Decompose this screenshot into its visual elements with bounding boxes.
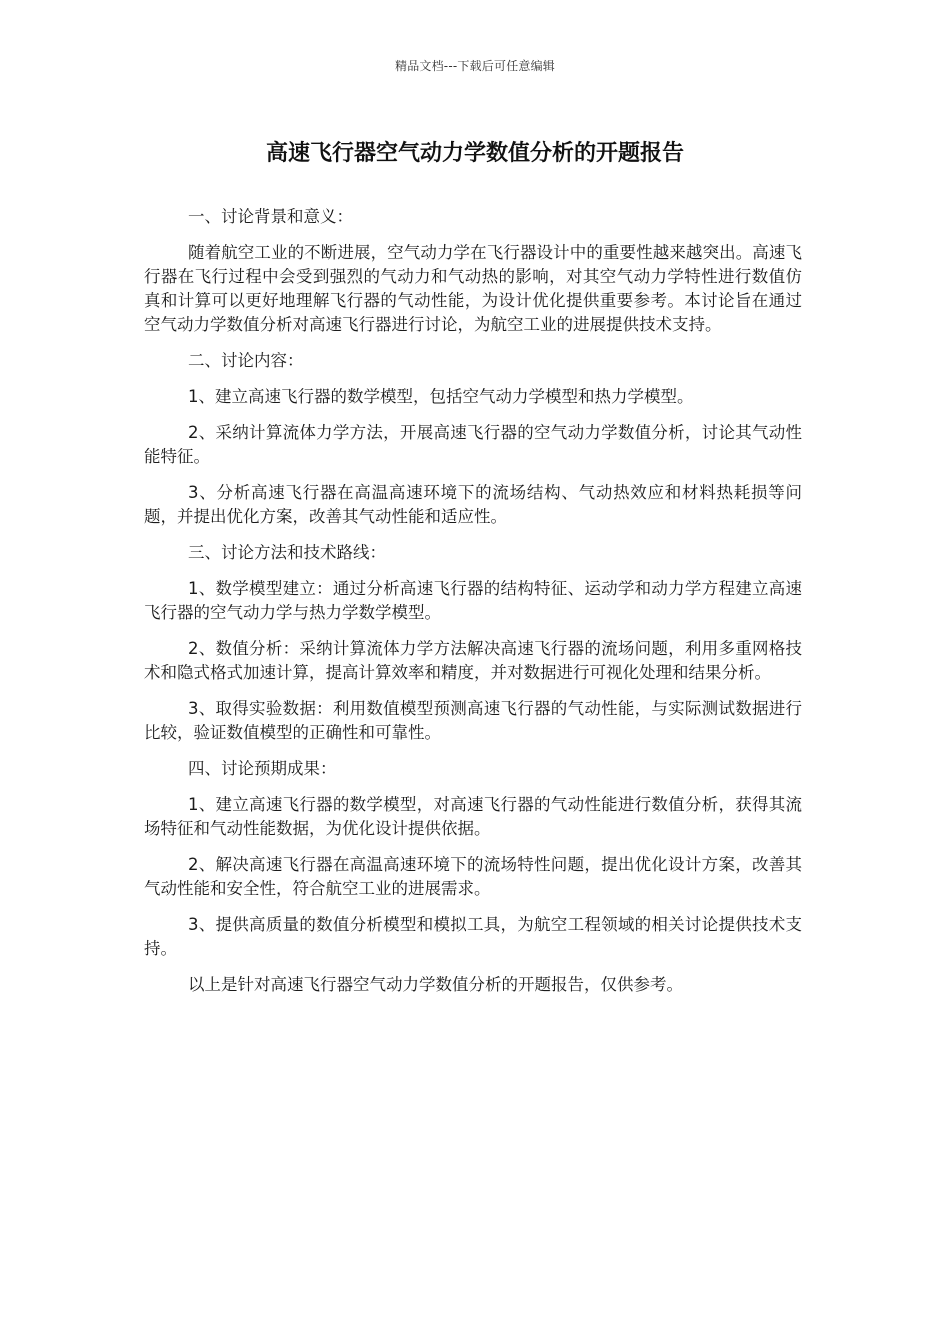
- section-heading-background: 一、讨论背景和意义：: [188, 207, 353, 226]
- document-body: [144, 205, 802, 1009]
- method-item-3: 3、取得实验数据：利用数值模型预测高速飞行器的气动性能，与实际测试数据进行比较，验证数值模型的正确性和可靠性。: [144, 699, 802, 742]
- section-heading-content: 二、讨论内容：: [188, 351, 304, 370]
- outcome-item-3: 3、提供高质量的数值分析模型和模拟工具，为航空工程领域的相关讨论提供技术支持。: [144, 915, 802, 958]
- document-title: 高速飞行器空气动力学数值分析的开题报告: [265, 141, 684, 166]
- closing-paragraph: 以上是针对高速飞行器空气动力学数值分析的开题报告，仅供参考。: [188, 975, 683, 994]
- outcome-item-2: 2、解决高速飞行器在高温高速环境下的流场特性问题，提出优化设计方案，改善其气动性能和安全性，符合航空工业的进展需求。: [144, 855, 802, 898]
- outcome-item-1: 1、建立高速飞行器的数学模型，对高速飞行器的气动性能进行数值分析，获得其流场特征和气动性能数据，为优化设计提供依据。: [144, 795, 802, 838]
- section-heading-methods: 三、讨论方法和技术路线：: [188, 543, 386, 562]
- content-item-2: 2、采纳计算流体力学方法，开展高速飞行器的空气动力学数值分析，讨论其气动性能特征。: [144, 423, 802, 466]
- method-item-1: 1、数学模型建立：通过分析高速飞行器的结构特征、运动学和动力学方程建立高速飞行器的空气动力学与热力学数学模型。: [144, 579, 802, 622]
- section-heading-outcomes: 四、讨论预期成果：: [188, 759, 337, 778]
- content-item-1: 1、建立高速飞行器的数学模型，包括空气动力学模型和热力学模型。: [188, 387, 694, 406]
- content-item-3: 3、分析高速飞行器在高温高速环境下的流场结构、气动热效应和材料热耗损等问题，并提出优化方案，改善其气动性能和适应性。: [144, 483, 802, 526]
- method-item-2: 2、数值分析：采纳计算流体力学方法解决高速飞行器的流场问题，利用多重网格技术和隐式格式加速计算，提高计算效率和精度，并对数据进行可视化处理和结果分析。: [144, 639, 802, 682]
- header-note: 精品文档---下载后可任意编辑: [395, 59, 555, 73]
- paragraph-background: 随着航空工业的不断进展，空气动力学在飞行器设计中的重要性越来越突出。高速飞行器在飞行过程中会受到强烈的气动力和气动热的影响，对其空气动力学特性进行数值仿真和计算可以更好地理解飞行器的气动性能，为设计优化提供重要参考。本讨论旨在通过空气动力学数值分析对高速飞行器进行讨论，为航空工业的进展提供技术支持。: [144, 243, 802, 334]
